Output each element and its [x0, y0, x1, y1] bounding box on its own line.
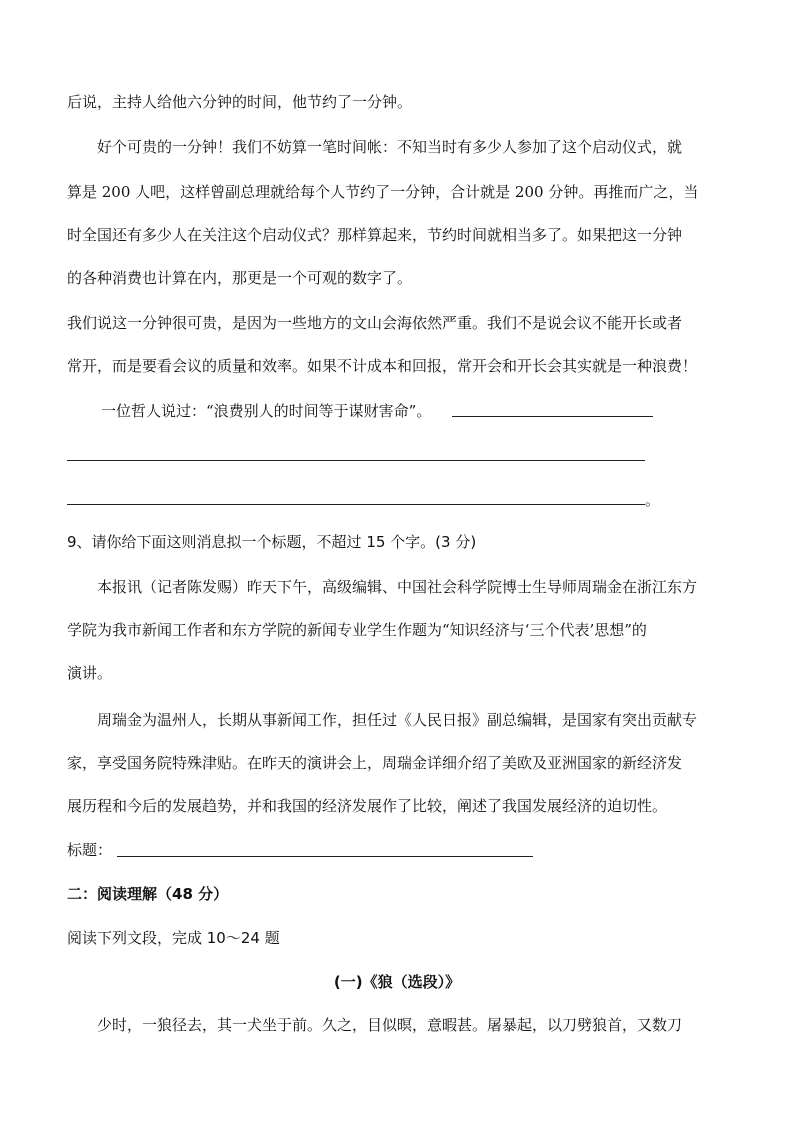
paragraph-line: 的各种消费也计算在内，那更是一个可观的数字了。: [67, 269, 413, 287]
news-line: 演讲。: [67, 664, 113, 682]
title-label: 标题：: [67, 841, 113, 859]
quote-line: 一位哲人说过：“浪费别人的时间等于谋财害命”。: [101, 402, 432, 420]
end-period: 。: [645, 491, 661, 509]
section-heading: 二：阅读理解（48 分）: [67, 885, 229, 903]
section-instruction: 阅读下列文段，完成 10～24 题: [67, 929, 280, 947]
news-line: 学院为我市新闻工作者和东方学院的新闻专业学生作题为“知识经济与‘三个代表’思想”的: [67, 621, 647, 639]
paragraph-line: 好个可贵的一分钟！我们不妨算一笔时间帐：不知当时有多少人参加了这个启动仪式，就: [97, 138, 683, 156]
paragraph-line: 常开，而是要看会议的质量和效率。如果不计成本和回报，常开会和开长会其实就是一种浪费！: [67, 357, 698, 375]
news-line: 周瑞金为温州人，长期从事新闻工作，担任过《人民日报》副总编辑，是国家有突出贡献专: [97, 711, 698, 729]
answer-blank[interactable]: [67, 504, 645, 505]
news-line: 家，享受国务院特殊津贴。在昨天的演讲会上，周瑞金详细介绍了美欧及亚洲国家的新经济发: [67, 754, 683, 772]
paragraph-line: 我们说这一分钟很可贵，是因为一些地方的文山会海依然严重。我们不是说会议不能开长或者: [67, 314, 683, 332]
news-line: 展历程和今后的发展趋势，并和我国的经济发展作了比较，阐述了我国发展经济的迫切性。: [67, 797, 668, 815]
news-line: 本报讯（记者陈发赐）昨天下午，高级编辑、中国社会科学院博士生导师周瑞金在浙江东方: [97, 578, 698, 596]
title-answer-blank[interactable]: [117, 856, 533, 857]
answer-blank[interactable]: [67, 460, 645, 461]
question-9-prompt: 9、请你给下面这则消息拟一个标题，不超过 15 个字。(3 分): [67, 533, 477, 551]
paragraph-line: 后说，主持人给他六分钟的时间，他节约了一分钟。: [67, 93, 413, 111]
passage-line: 少时，一狼径去，其一犬坐于前。久之，目似暝，意暇甚。屠暴起，以刀劈狼首，又数刀: [97, 1016, 683, 1034]
answer-blank[interactable]: [452, 416, 653, 417]
passage-title: (一)《狼（选段）》: [333, 973, 461, 991]
paragraph-line: 算是 200 人吧，这样曾副总理就给每个人节约了一分钟，合计就是 200 分钟。再推而广之，当: [67, 183, 699, 201]
paragraph-line: 时全国还有多少人在关注这个启动仪式？那样算起来，节约时间就相当多了。如果把这一分钟: [67, 226, 683, 244]
